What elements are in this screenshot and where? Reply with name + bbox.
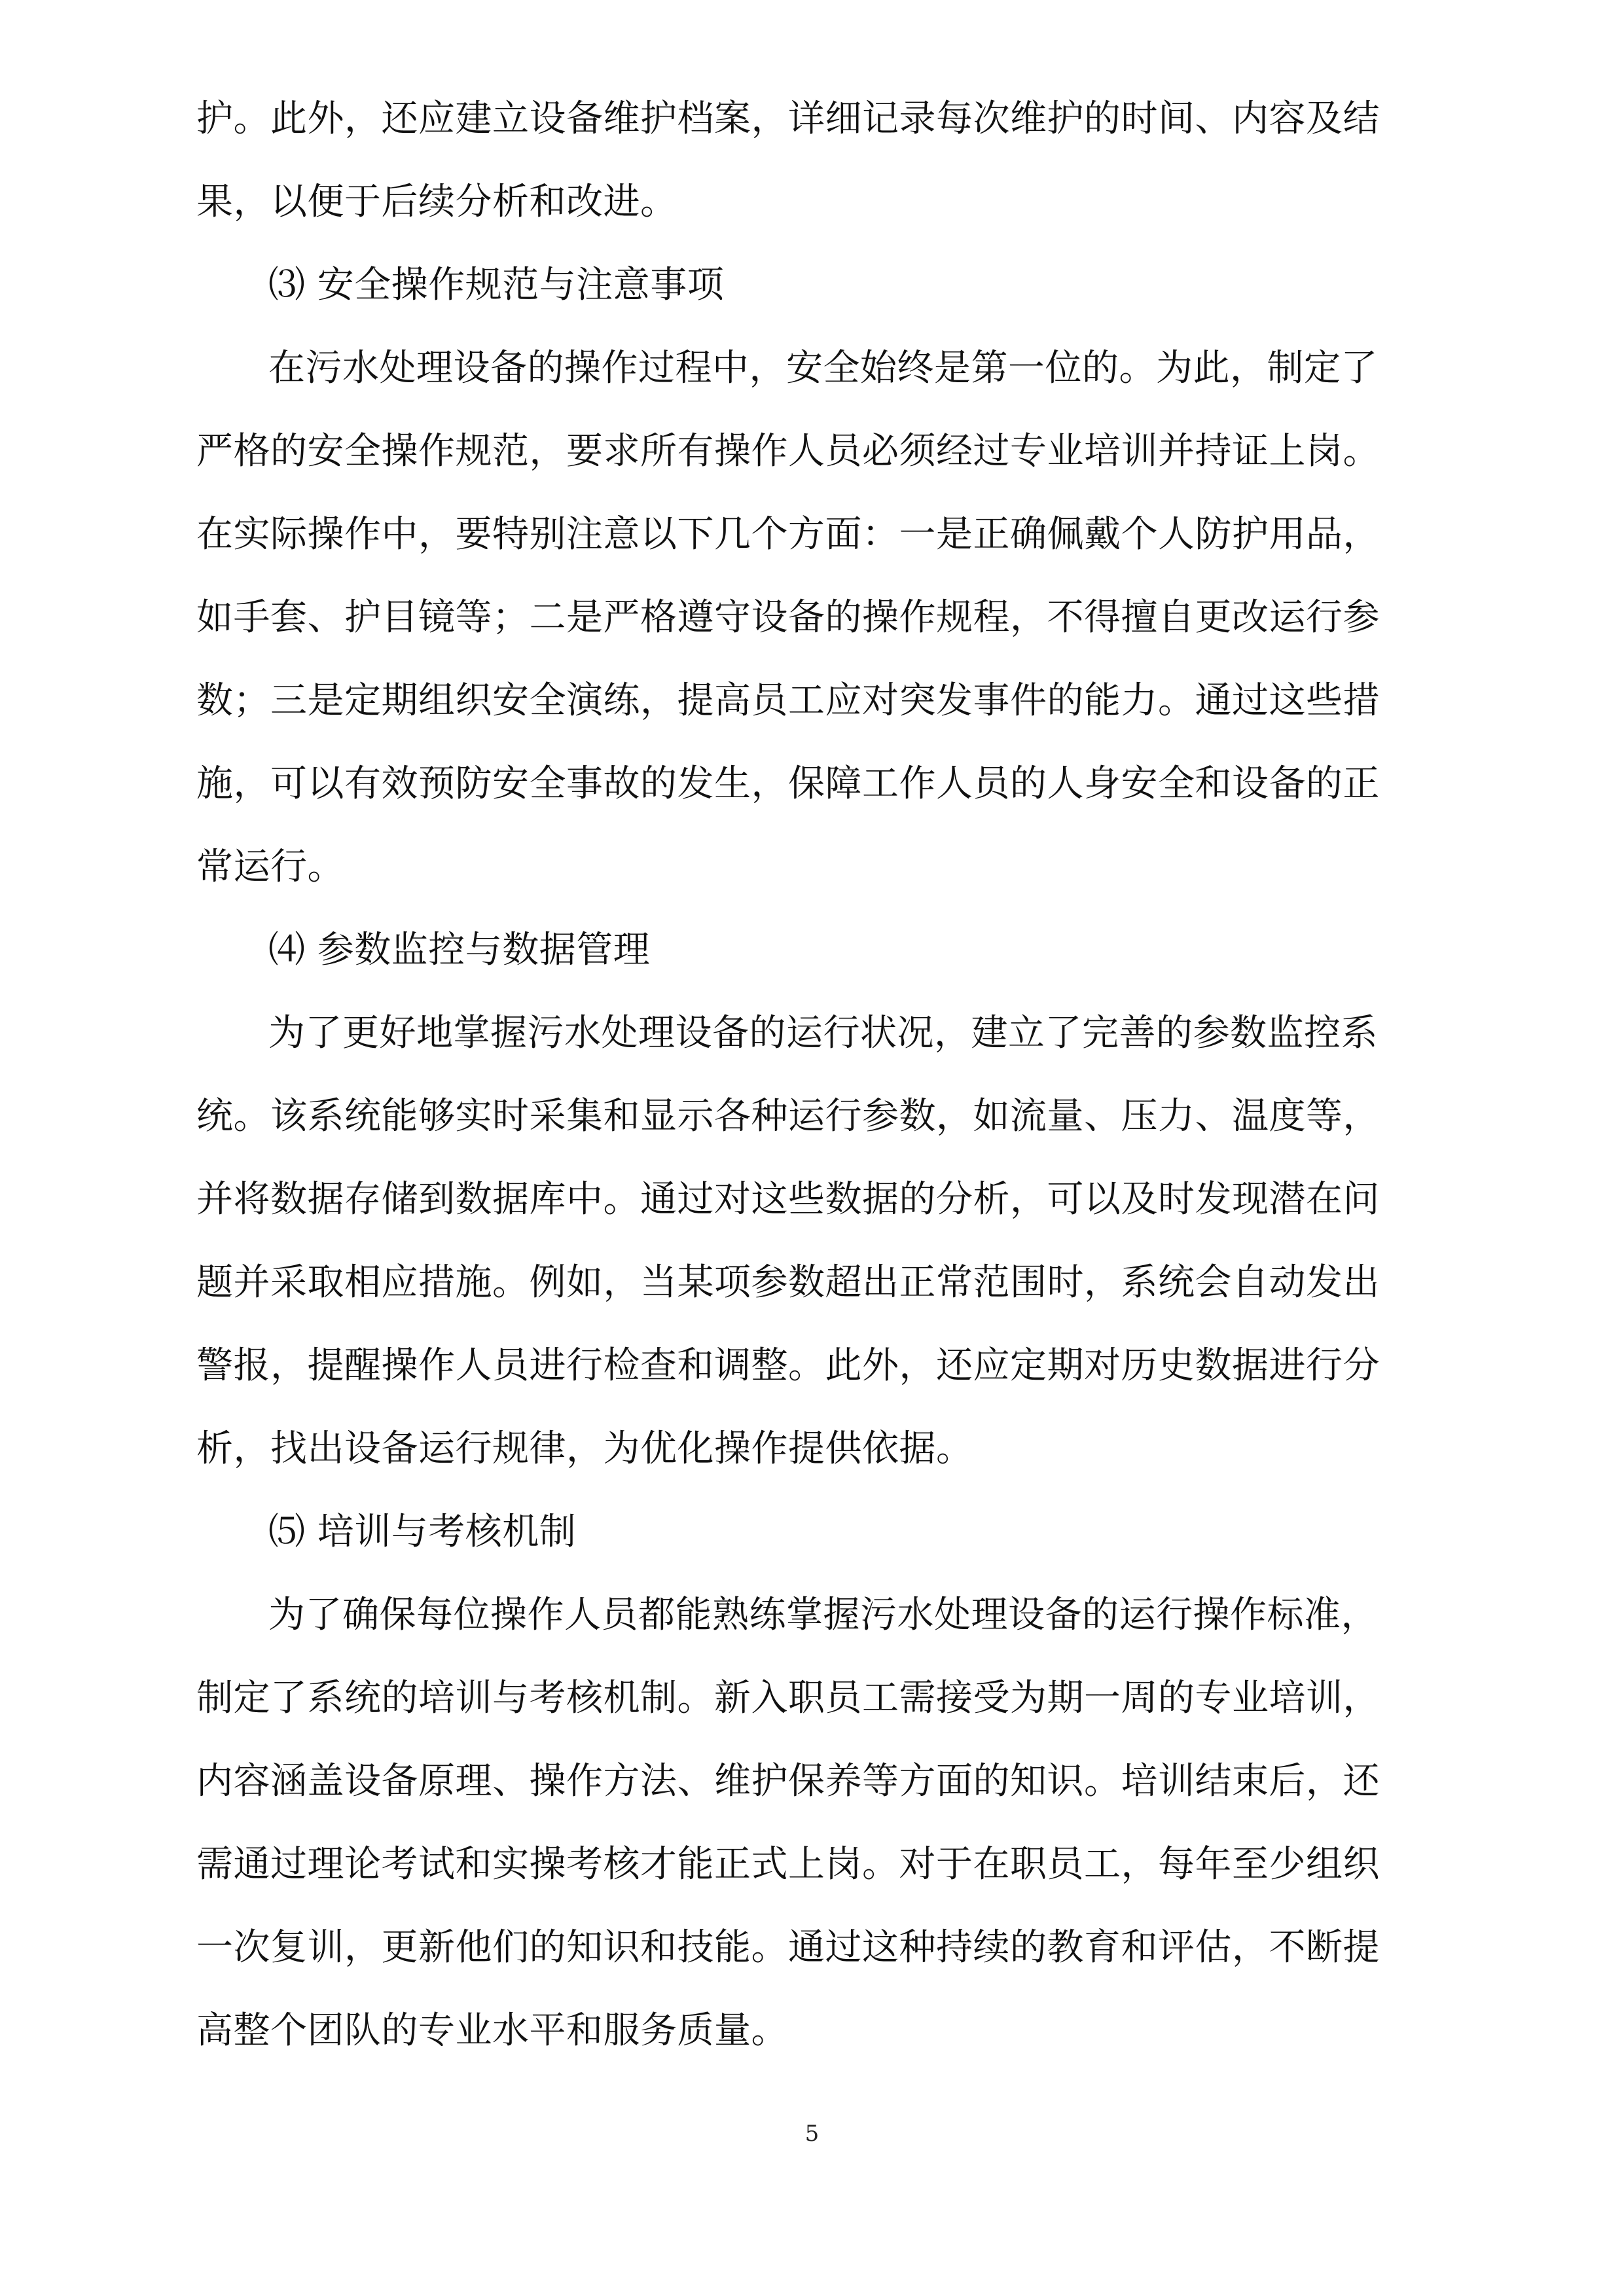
text-line: 高整个团队的专业水平和服务质量。 [196,2009,788,2052]
text-line: 为了确保每位操作人员都能熟练掌握污水处理设备的运行操作标准， [268,1594,1378,1636]
text-line: 在污水处理设备的操作过程中，安全始终是第一位的。为此，制定了 [268,347,1378,389]
text-line: 制定了系统的培训与考核机制。新入职员工需接受为期一周的专业培训， [196,1677,1380,1719]
text-line: 严格的安全操作规范，要求所有操作人员必须经过专业培训并持证上岗。 [196,430,1380,473]
text-line: 常运行。 [196,846,344,888]
text-line: 护。此外，还应建立设备维护档案，详细记录每次维护的时间、内容及结 [196,98,1380,140]
text-line: 警报，提醒操作人员进行检查和调整。此外，还应定期对历史数据进行分 [196,1344,1380,1387]
text-line: 析，找出设备运行规律，为优化操作提供依据。 [196,1427,973,1470]
body-text [196,77,1440,2072]
text-line: 题并采取相应措施。例如，当某项参数超出正常范围时，系统会自动发出 [196,1261,1380,1304]
section-heading: ⑷ 参数监控与数据管理 [268,929,651,971]
text-line: 并将数据存储到数据库中。通过对这些数据的分析，可以及时发现潜在问 [196,1178,1380,1221]
text-line: 数；三是定期组织安全演练，提高员工应对突发事件的能力。通过这些措 [196,679,1380,722]
text-line: 需通过理论考试和实操考核才能正式上岗。对于在职员工，每年至少组织 [196,1843,1380,1886]
text-line: 统。该系统能够实时采集和显示各种运行参数，如流量、压力、温度等， [196,1095,1380,1138]
text-line: 如手套、护目镜等；二是严格遵守设备的操作规程，不得擅自更改运行参 [196,596,1380,639]
text-line: 果，以便于后续分析和改进。 [196,181,677,223]
text-line: 为了更好地掌握污水处理设备的运行状况，建立了完善的参数监控系 [268,1012,1378,1054]
text-line: 施，可以有效预防安全事故的发生，保障工作人员的人身安全和设备的正 [196,762,1380,805]
text-line: 在实际操作中，要特别注意以下几个方面：一是正确佩戴个人防护用品， [196,513,1380,556]
section-heading: ⑶ 安全操作规范与注意事项 [268,264,725,306]
text-line: 内容涵盖设备原理、操作方法、维护保养等方面的知识。培训结束后，还 [196,1760,1380,1803]
text-line: 一次复训，更新他们的知识和技能。通过这种持续的教育和评估，不断提 [196,1926,1380,1969]
page-number: 5 [804,2121,820,2147]
section-heading: ⑸ 培训与考核机制 [268,1511,577,1553]
